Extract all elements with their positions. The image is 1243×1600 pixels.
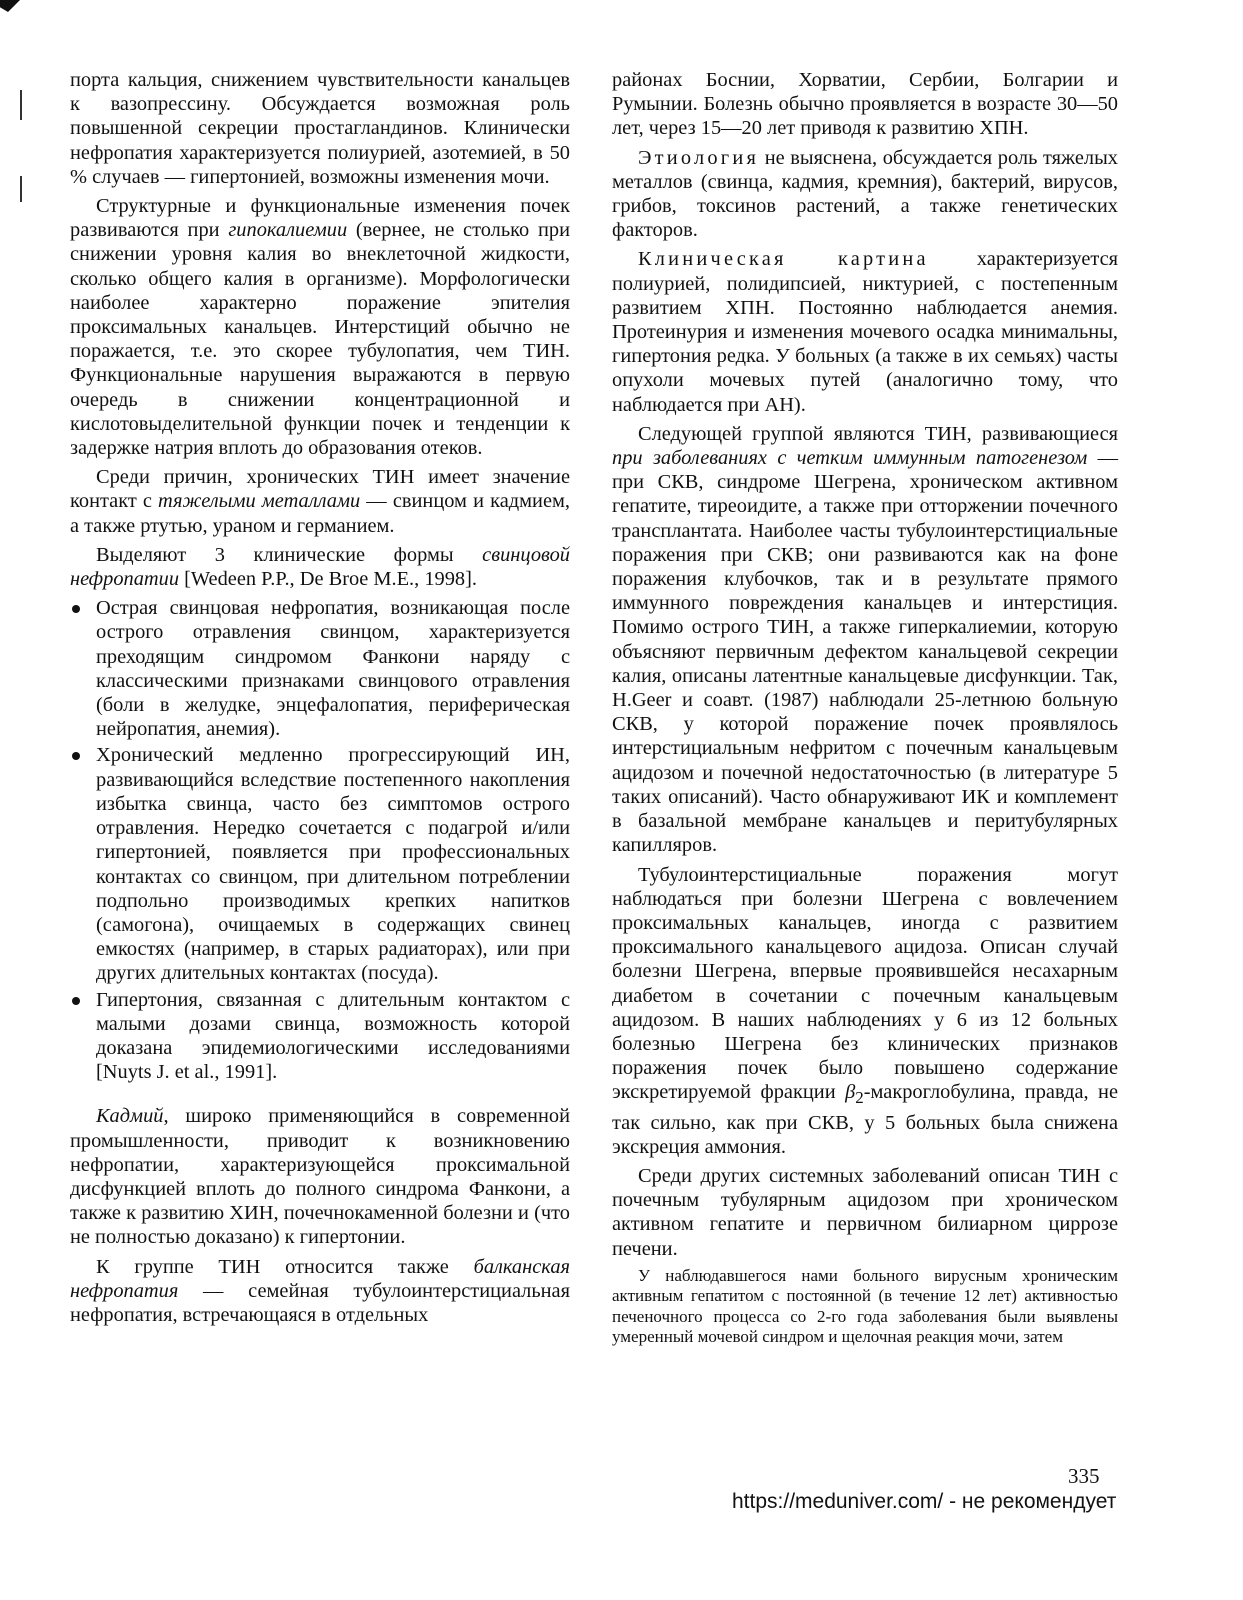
paragraph: Среди других системных заболеваний описан ТИН с почечным тубулярным ацидозом при хроническом активном гепатите и первичном билиарном циррозе печени. <box>612 1165 1118 1260</box>
paragraph: Выделяют 3 клинические формы свинцовой нефропатии [Wedeen P.P., De Broe M.E., 1998]. <box>70 543 570 591</box>
paragraph: Следующей группой являются ТИН, развивающиеся при заболеваниях с четким иммунным патогенезом — при СКВ, синдроме Шегрена, хроническом активном гепатите, тиреоидите, а также при отторжении почечного трансплантата. Наиболее часты тубулоинтерстициальные поражения при СКВ; они развиваются как на фоне поражения клубочков, так и в результате прямого иммунного повреждения канальцев и интерстиция. Помимо острого ТИН, а также гиперкалиемии, которую объясняют первичным дефектом канальцевой секреции калия, описаны латентные канальцевые дисфункции. Так, H.Geer и соавт. (1987) наблюдали 25-летнюю больную СКВ, у которой поражение почек проявлялось интерстициальным нефритом с почечным канальцевым ацидозом и почечной недостаточностью (в литературе 5 таких описаний). Часто обнаруживают ИК и комплемент в базальной мембране канальцев и перитубулярных капилляров. <box>612 422 1118 857</box>
paragraph: Клиническая картина характеризуется полиурией, полидипсией, никтурией, с постепенным развитием ХПН. Постоянно наблюдается анемия. Протеинурия и изменения мочевого осадка минимальны, гипертония редка. У больных (а также в их семьях) часты опухоли мочевых путей (аналогично тому, что наблюдается при АН). <box>612 248 1118 416</box>
bullet-icon <box>72 605 80 613</box>
paragraph: К группе ТИН относится также балканская нефропатия — семейная тубулоинтерстициальная нефропатия, встречающаяся в отдельных <box>70 1255 570 1326</box>
paragraph: Структурные и функциональные изменения почек развиваются при гипокалиемии (вернее, не столько при снижении уровня калия во внеклеточной жидкости, сколько общего калия в организме). Морфологически наиболее характерно поражение эпителия проксимальных канальцев. Интерстиций обычно не поражается, т.е. это скорее тубулопатия, чем ТИН. Функциональные нарушения выражаются в первую очередь в снижении концентрационной и кислотовыделительной функции почек и тенденции к задержке натрия вплоть до образования отеков. <box>70 195 570 460</box>
paragraph: районах Боснии, Хорватии, Сербии, Болгарии и Румынии. Болезнь обычно проявляется в возрасте 30—50 лет, через 15—20 лет приводя к развитию ХПН. <box>612 69 1118 140</box>
bullet-icon <box>72 997 80 1005</box>
list-item: Гипертония, связанная с длительным контактом с малыми дозами свинца, возможность которой доказана эпидемиологическими исследованиями [Nuyts J. et al., 1991]. <box>70 988 570 1085</box>
watermark-link[interactable]: https://meduniver.com/ - не рекомендует <box>732 1490 1117 1513</box>
paragraph: Этиология не выяснена, обсуждается роль тяжелых металлов (свинца, кадмия, кремния), бактерий, вирусов, грибов, токсинов растений, а также генетических факторов. <box>612 146 1118 242</box>
left-column <box>70 68 570 1332</box>
paragraph: Кадмий, широко применяющийся в современной промышленности, приводит к возникновению нефропатии, характеризующейся проксимальной дисфункцией вплоть до полного синдрома Фанкони, а также к развитию ХИН, почечнокаменной болезни и (что не полностью доказано) к гипертонии. <box>70 1105 570 1249</box>
paragraph: Среди причин, хронических ТИН имеет значение контакт с тяжелыми металлами — свинцом и кадмием, а также ртутью, ураном и германием. <box>70 466 571 537</box>
right-column <box>612 68 1118 1353</box>
list-item: Хронический медленно прогрессирующий ИН, развивающийся вследствие постепенного накопления избытка свинца, часто без симптомов острого отравления. Нередко сочетается с подагрой и/или гипертонией, появляется при профессиональных контактах со свинцом, при длительном потреблении подпольно производимых крепких напитков (самогона), очищаемых в содержащих свинец емкостях (например, в старых радиаторах), или при других длительных контактах (посуда). <box>70 743 570 985</box>
small-print-paragraph: У наблюдавшегося нами больного вирусным хроническим активным гепатитом с постоянной (в течение 12 лет) активностью печеночного процесса со 2-го года заболевания были выявлены умеренный мочевой синдром и щелочная реакция мочи, затем <box>612 1265 1118 1347</box>
paragraph: порта кальция, снижением чувствительности канальцев к вазопрессину. Обсуждается возможная роль повышенной секреции простагландинов. Клинически нефропатия характеризуется полиурией, азотемией, в 50 % случаев — гипертонией, возможны изменения мочи. <box>70 69 570 188</box>
bullet-icon <box>72 752 80 760</box>
scan-margin-mark <box>20 176 22 202</box>
paragraph: Тубулоинтерстициальные поражения могут наблюдаться при болезни Шегрена с вовлечением проксимальных канальцев, иногда с развитием проксимального канальцевого ацидоза. Описан случай болезни Шегрена, впервые проявившейся несахарным диабетом в сочетании с почечным канальцевым ацидозом. В наших наблюдениях у 6 из 12 больных болезнью Шегрена без клинических признаков поражения почек было повышено содержание экскретируемой фракции $\beta_2$-макроглобулина, правда, не так сильно, как при СКВ, у 5 больных была снижена экскреция аммония. <box>612 863 1118 1158</box>
list-item: Острая свинцовая нефропатия, возникающая после острого отравления свинцом, характеризуется преходящим синдромом Фанкони наряду с классическими признаками свинцового отравления (боли в желудке, энцефалопатия, периферическая нейропатия, анемия). <box>70 596 570 741</box>
scan-corner-mark <box>0 0 20 12</box>
bullet-list <box>70 596 570 1084</box>
page-number: 335 <box>1068 1464 1100 1488</box>
scan-margin-mark <box>20 90 22 120</box>
